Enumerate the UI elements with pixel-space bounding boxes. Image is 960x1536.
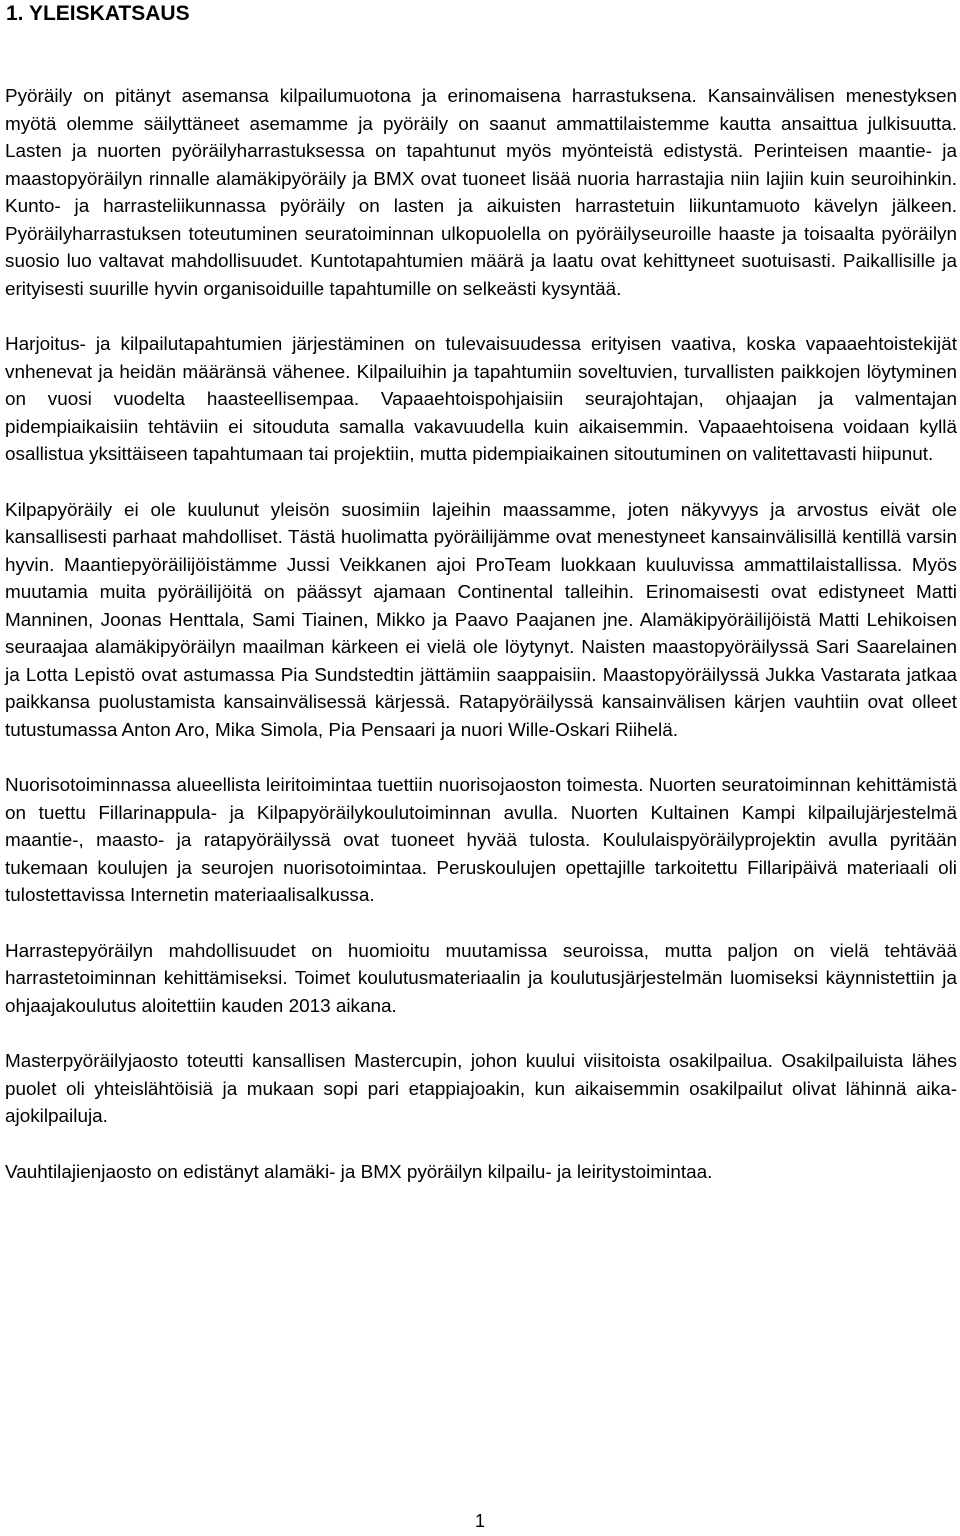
paragraph-volunteers: Harjoitus- ja kilpailutapahtumien järjestäminen on tulevaisuudessa erityisen vaativa, koska vapaaehtoistekijät vnhenevat ja heidän määränsä vähenee. Kilpailuihin ja tapahtumiin soveltuvien, turvallisten paikkojen löytyminen on vuosi vuodelta haasteellisempaa. Vapaaehtoispohjaisiin seurajohtajan, ohjaajan ja valmentajan pidempiaikaisiin tehtäviin ei sitouduta samalla vakavuudella kuin aikaisemmin. Vapaaehtoisena voidaan kyllä osallistua yksittäiseen tapahtumaan tai projektiin, mutta pidempiaikainen sitoutuminen on valitettavasti hiipunut. [5,334,957,465]
body-text [5,83,957,1186]
paragraph-youth-activities: Nuorisotoiminnassa alueellista leiritoimintaa tuettiin nuorisojaoston toimesta. Nuorten seuratoiminnan kehittämistä on tuettu Fillarinappula- ja Kilpapyöräilykoulutoiminnan avulla. Nuorten Kultainen Kampi kilpailujärjestelmä maantie-, maasto- ja ratapyöräilyssä ovat tuoneet hyvää tulosta. Koululaispyöräilyprojektin avulla pyritään tukemaan koulujen ja seurojen nuorisotoimintaa. Peruskoulujen opettajille tarkoitettu Fillaripäivä materiaali oli tulostettavissa Internetin materiaalisalkussa. [5,775,957,906]
paragraph-competitive-cycling: Kilpapyöräily ei ole kuulunut yleisön suosimiin lajeihin maassamme, joten näkyvyys ja arvostus eivät ole kansallisesti parhaat mahdolliset. Tästä huolimatta pyöräilijämme ovat menestyneet kansainvälisillä kentillä varsin hyvin. Maantiepyöräilijöistämme Jussi Veikkanen ajoi ProTeam luokkaan kuuluvissa ammattilaistallissa. Myös muutamia muita pyöräilijöitä on päässyt ajamaan Continental talleihin. Erinomaisesti ovat edistyneet Matti Manninen, Joonas Henttala, Sami Tiainen, Mikko ja Paavo Paajanen jne. Alamäkipyöräilijöistä Matti Lehikoisen seuraajaa alamäkipyöräilyn maailman kärkeen ei vielä ole löytynyt. Naisten maastopyöräilyssä Sari Saarelainen ja Lotta Lepistö ovat astumassa Pia Sundstedtin jättämiin saappaisiin. Maastopyöräilyssä Jukka Vastarata jatkaa paikkansa puolustamista kansainvälisessä kärjessä. Ratapyöräilyssä kansainvälisen kärjen vauhtiin ovat olleet tutustumassa Anton Aro, Mika Simola, Pia Pensaari ja nuori Wille-Oskari Riihelä. [5,499,957,741]
page-number: 1 [474,1511,485,1531]
paragraph-master-cycling: Masterpyöräilyjaosto toteutti kansallisen Mastercupin, johon kuului viisitoista osakilpailua. Osakilpailuista lähes puolet oli yhteislähtöisiä ja mukaan sopi pari etappiajoakin, kun aikaisemmin osakilpailut olivat lähinnä aika-ajokilpailuja. [5,1051,957,1127]
paragraph-speed-disciplines: Vauhtilajienjaosto on edistänyt alamäki- ja BMX pyöräilyn kilpailu- ja leiritystoimintaa. [5,1161,713,1183]
paragraph-overview: Pyöräily on pitänyt asemansa kilpailumuotona ja erinomaisena harrastuksena. Kansainvälisen menestyksen myötä olemme säilyttäneet asemamme ja pyöräily on saanut ammattilaistemme kautta ansaittua julkisuutta. Lasten ja nuorten pyöräilyharrastuksessa on tapahtunut myös myönteistä edistystä. Perinteisen maantie- ja maastopyöräilyn rinnalle alamäkipyöräily ja BMX ovat tuoneet lisää nuoria harrastajia niin lajiin kuin seuroihinkin. Kunto- ja harrasteliikunnassa pyöräily on lasten ja aikuisten harrastetuin liikuntamuoto kävelyn jälkeen. Pyöräilyharrastuksen toteutuminen seuratoiminnan ulkopuolella on pyöräilyseuroille haaste ja toisaalta pyöräilyn suosio luo valtavat mahdollisuudet. Kuntotapahtumien määrä ja laatu ovat kehittyneet suotuisasti. Paikallisille ja erityisesti suurille hyvin organisoiduille tapahtumille on selkeästi kysyntää. [5,86,957,300]
paragraph-recreational-cycling: Harrastepyöräilyn mahdollisuudet on huomioitu muutamissa seuroissa, mutta paljon on vielä tehtävää harrastetoiminnan kehittämiseksi. Toimet koulutusmateriaalin ja koulutusjärjestelmän luomiseksi käynnistettiin ja ohjaajakoulutus aloitettiin kauden 2013 aikana. [5,940,957,1017]
section-heading: 1. YLEISKATSAUS [6,2,190,25]
